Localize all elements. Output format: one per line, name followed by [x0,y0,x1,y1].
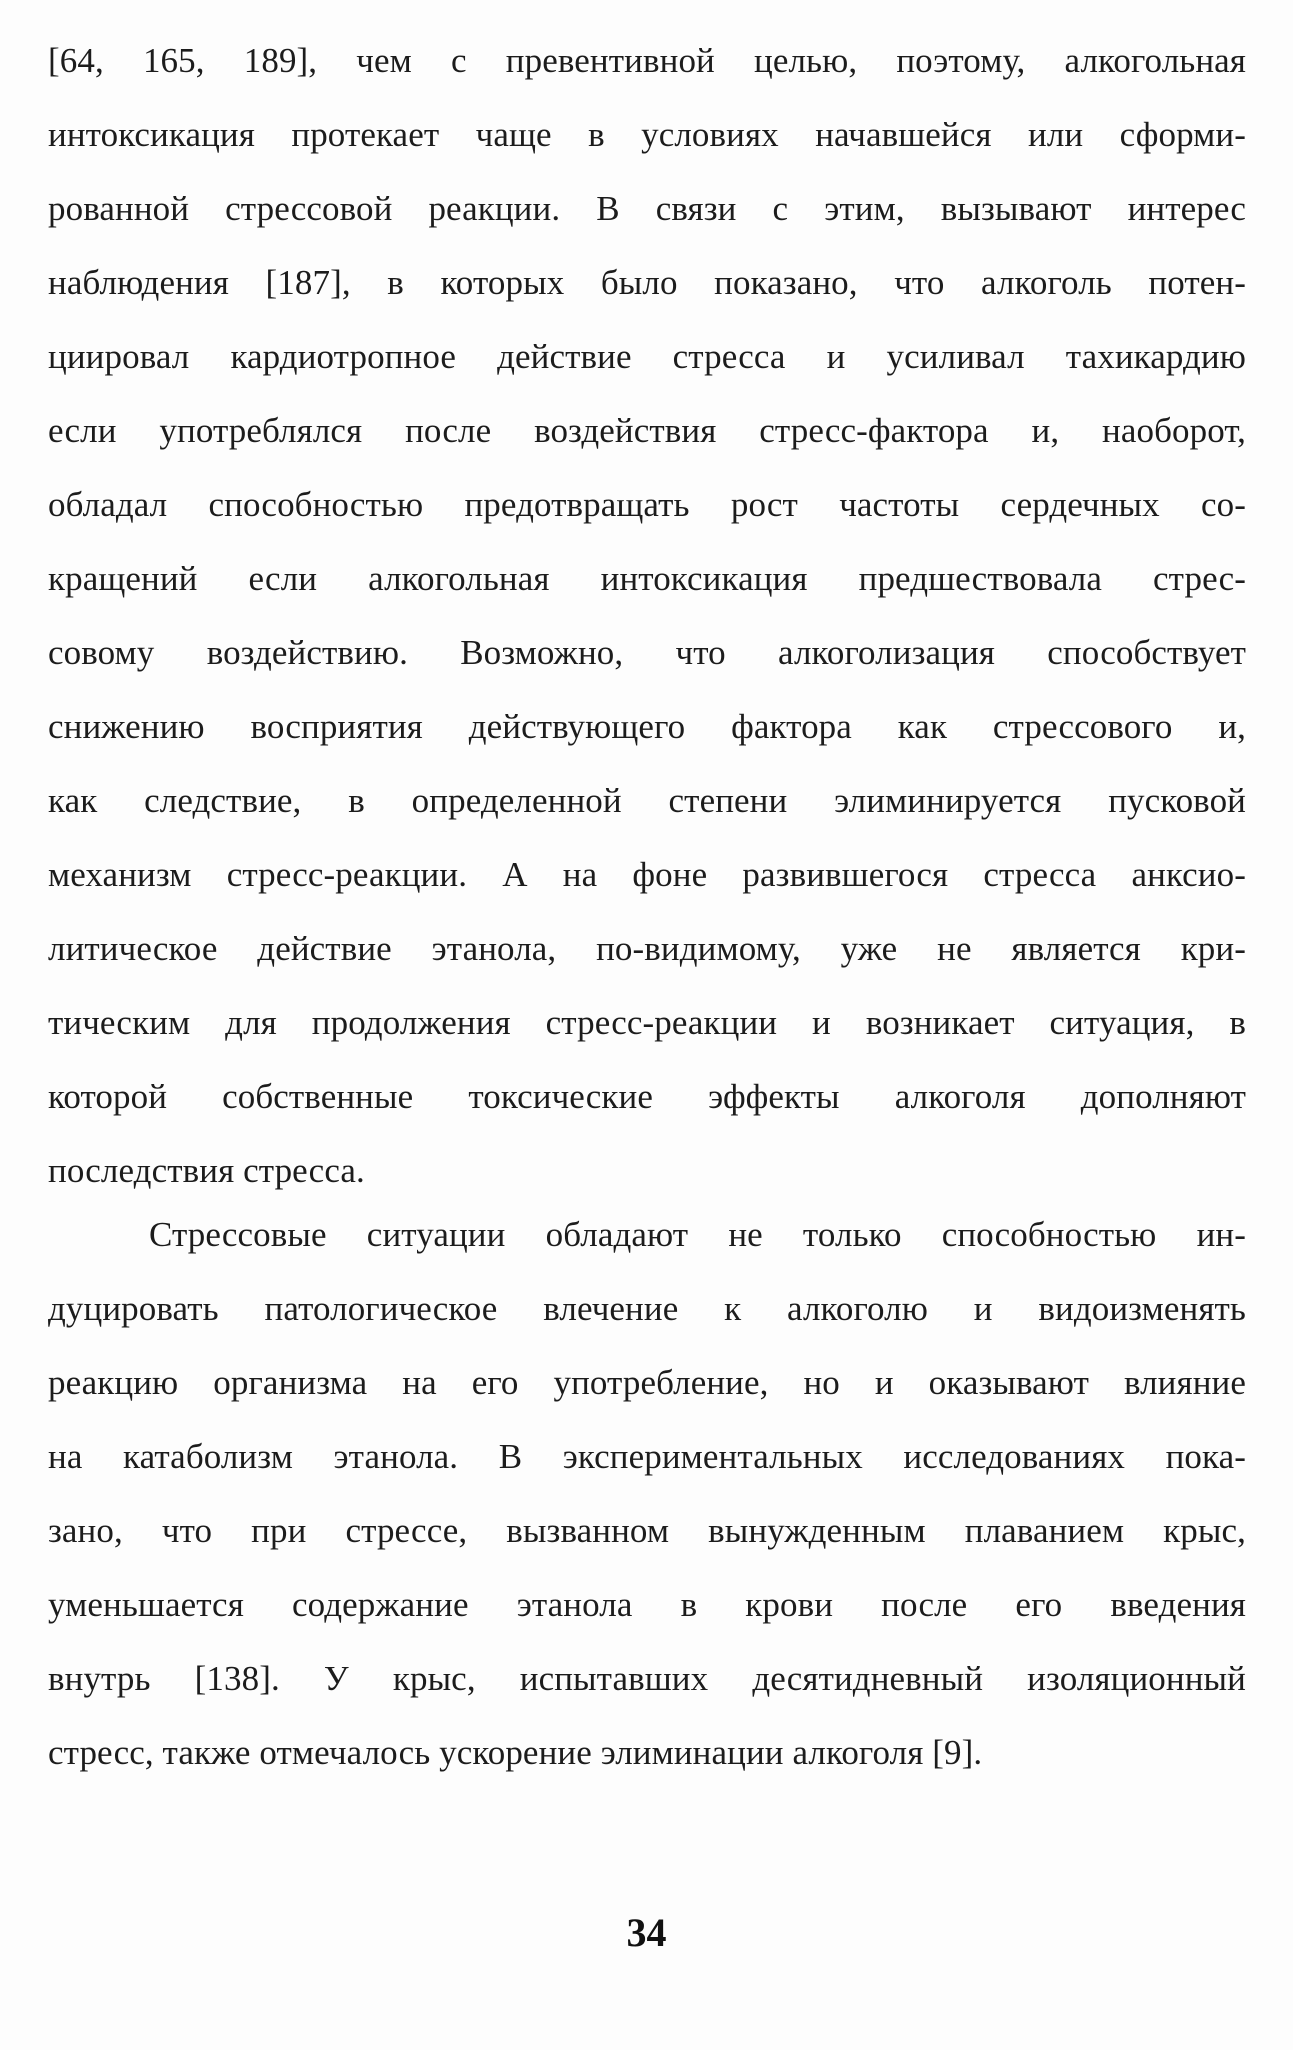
paragraph-1-line: последствия стресса. [48,1151,365,1190]
paragraph-2-line: зано, что при стрессе, вызванном вынужденным плаванием крыс, [48,1511,1246,1550]
paragraph-1-line: если употреблялся после воздействия стресс-фактора и, наоборот, [48,411,1246,450]
paragraph-1-line: обладал способностью предотвращать рост частоты сердечных со- [48,485,1246,524]
paragraph-1-line: интоксикация протекает чаще в условиях начавшейся или сформи- [48,115,1246,154]
paragraph-1-line: литическое действие этанола, по-видимому, уже не является кри- [48,929,1246,968]
paragraph-1-line: рованной стрессовой реакции. В связи с этим, вызывают интерес [48,189,1246,228]
paragraph-1-line: тическим для продолжения стресс-реакции и возникает ситуация, в [48,1003,1246,1042]
paragraph-2-line: Стрессовые ситуации обладают не только способностью ин- [149,1215,1246,1254]
paragraph-1-line: снижению восприятия действующего фактора как стрессового и, [48,707,1246,746]
paragraph-2-line: уменьшается содержание этанола в крови после его введения [48,1585,1246,1624]
paragraph-2-line: внутрь [138]. У крыс, испытавших десятидневный изоляционный [48,1659,1246,1698]
paragraph-1-line: механизм стресс-реакции. А на фоне развившегося стресса анксио- [48,855,1246,894]
paragraph-2 [48,1198,1246,1790]
paragraph-2-line: дуцировать патологическое влечение к алкоголю и видоизменять [48,1289,1246,1328]
paragraph-1-line: циировал кардиотропное действие стресса и усиливал тахикардию [48,337,1246,376]
page-number: 34 [626,1910,667,1955]
paragraph-1-line: кращений если алкогольная интоксикация предшествовала стрес- [48,559,1246,598]
paragraph-2-line: стресс, также отмечалось ускорение элиминации алкоголя [9]. [48,1733,983,1772]
paragraph-1-line: которой собственные токсические эффекты алкоголя дополняют [48,1077,1246,1116]
paragraph-1-line: [64, 165, 189], чем с превентивной целью, поэтому, алкогольная [48,41,1246,80]
paragraph-1-line: наблюдения [187], в которых было показано, что алкоголь потен- [48,263,1246,302]
paragraph-1-line: совому воздействию. Возможно, что алкоголизация способствует [48,633,1246,672]
paragraph-2-line: на катаболизм этанола. В экспериментальных исследованиях пока- [48,1437,1246,1476]
paragraph-1-line: как следствие, в определенной степени элиминируется пусковой [48,781,1246,820]
paragraph-2-line: реакцию организма на его употребление, но и оказывают влияние [48,1363,1246,1402]
paragraph-1 [48,24,1246,1208]
